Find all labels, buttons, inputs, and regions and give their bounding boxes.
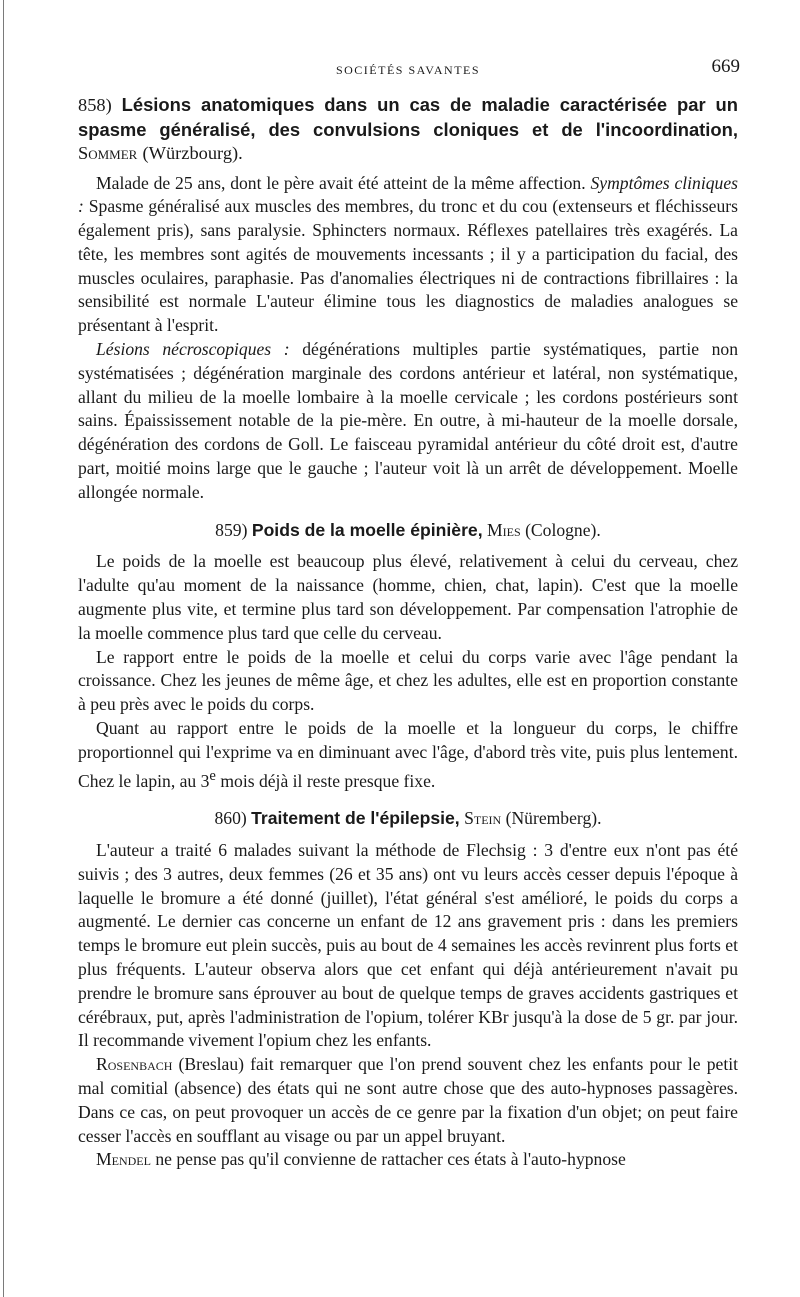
article-859 [78,519,738,794]
article-number: 859) [215,519,248,540]
article-858-heading [78,93,738,166]
article-859-heading [78,519,738,543]
text-run: (Breslau) fait remarquer que l'on prend souvent chez les enfants pour le petit mal comitial (absence) des états qui ne sont autre chose que des auto-hypnoses passagères. Dans ce cas, on peut provoquer un accès de ce genre par la fixation d'un objet; on peut faire cesser l'accès en soufflant au visage ou par un appel bruyant. [78,1054,738,1146]
italic-run: Symptômes cliniques : [78,172,738,217]
paragraph [78,338,738,505]
article-author: Stein [464,808,502,829]
paragraph [78,717,738,793]
article-author: Sommer [78,143,138,163]
article-860-heading [78,807,738,831]
text-run: ne pense pas qu'il convienne de rattacher ces états à l'auto-hypnose [150,1149,626,1170]
person-name: Rosenbach [96,1054,173,1075]
article-place: (Würzbourg). [142,143,243,163]
text-run: Quant au rapport entre le poids de la moelle et la longueur du corps, le chiffre proportionnel qui l'exprime va en diminuant avec l'âge, d'abord très vite, puis plus lentement. Chez le lapin, au 3 [78,718,738,791]
article-number: 860) [214,808,247,829]
italic-run: Lésions nécroscopiques : [96,339,290,360]
paragraph: Le rapport entre le poids de la moelle et celui du corps varie avec l'âge pendant la croissance. Chez les jeunes de même âge, et chez les adultes, elle est en proportion constante à peu près avec le poids du corps. [78,646,738,715]
running-head [78,55,738,85]
article-place: (Nüremberg). [505,808,602,829]
article-title: Poids de la moelle épinière, [251,519,483,540]
text-run: dégénérations multiples partie systématiques, partie non systématisées ; dégénération marginale des cordons antérieur et latéral, non systématique, allant du milieu de la moelle lombaire à la moelle cervicale ; les cordons postérieurs sont sains. Épaississement notable de la pie-mère. En outre, à mi-hauteur de la moelle dorsale, dégénération des cordons de Goll. Le faisceau pyramidal antérieur du côté droit est, d'autre part, moitié moins large que le gauche ; l'auteur voit là un arrêt de développement. Moelle allongée normale. [78,339,739,502]
page-edge-rule [3,0,4,1297]
superscript: e [209,767,216,784]
article-title: Traitement de l'épilepsie, [251,808,460,829]
article-860 [78,807,738,1172]
article-place: (Cologne). [525,519,601,540]
article-858 [78,93,738,505]
paragraph [78,1053,738,1148]
text-run: Malade de 25 ans, dont le père avait été atteint de la même affection. [96,172,586,193]
article-title: Lésions anatomiques dans un cas de maladie caractérisée par un spasme généralisé, des convulsions cloniques et de l'incoordination, [78,94,738,140]
text-run: Spasme généralisé aux muscles des membres, du tronc et du cou (extenseurs et fléchisseurs également pris), sans paralysie. Sphincters normaux. Réflexes patellaires très exagérés. La tête, les membres sont agités de mouvements incessants ; il y a participation du facial, des muscles oculaires, paraphasie. Pas d'anomalies électriques ni de contractions fibrillaires : la sensibilité est normale L'auteur élimine tous les diagnostics de maladies analogues se présentant à l'esprit. [78,196,738,336]
running-head-title: SOCIÉTÉS SAVANTES [335,63,481,77]
paragraph [78,1148,738,1172]
article-author: Mies [487,519,521,540]
journal-page [78,55,738,1172]
page-number: 669 [711,56,740,77]
paragraph: L'auteur a traité 6 malades suivant la méthode de Flechsig : 3 d'entre eux n'ont pas été suivis ; des 3 autres, deux femmes (26 et 35 ans) ont vu leurs accès cesser depuis l'époque à laquelle le bromure a été donné (juillet), l'état général s'est amélioré, le poids du corps a augmenté. Le dernier cas concerne un enfant de 12 ans gravement pris : dans les premiers temps le bromure eut plein succès, puis au bout de 4 semaines les accès revinrent plus forts et plus fréquents. L'auteur observa alors que cet enfant qui déjà antérieurement n'avait pu prendre le bromure sans éprouver au bout de quelque temps de graves accidents gastriques et cérébraux, put, après l'administration de l'opium, tolérer KBr jusqu'à la dose de 5 gr. par jour. Il recommande vivement l'opium chez les enfants. [78,840,738,1051]
text-run: mois déjà il reste presque fixe. [215,770,436,791]
article-number: 858) [78,95,112,115]
paragraph [78,172,738,339]
person-name: Mendel [96,1149,151,1170]
paragraph: Le poids de la moelle est beaucoup plus élevé, relativement à celui du cerveau, chez l'adulte qu'au moment de la naissance (homme, chien, chat, lapin). C'est que la moelle augmente plus vite, et termine plus tard son développement. Par compensation l'atrophie de la moelle commence plus tard que celle du cerveau. [78,551,738,643]
